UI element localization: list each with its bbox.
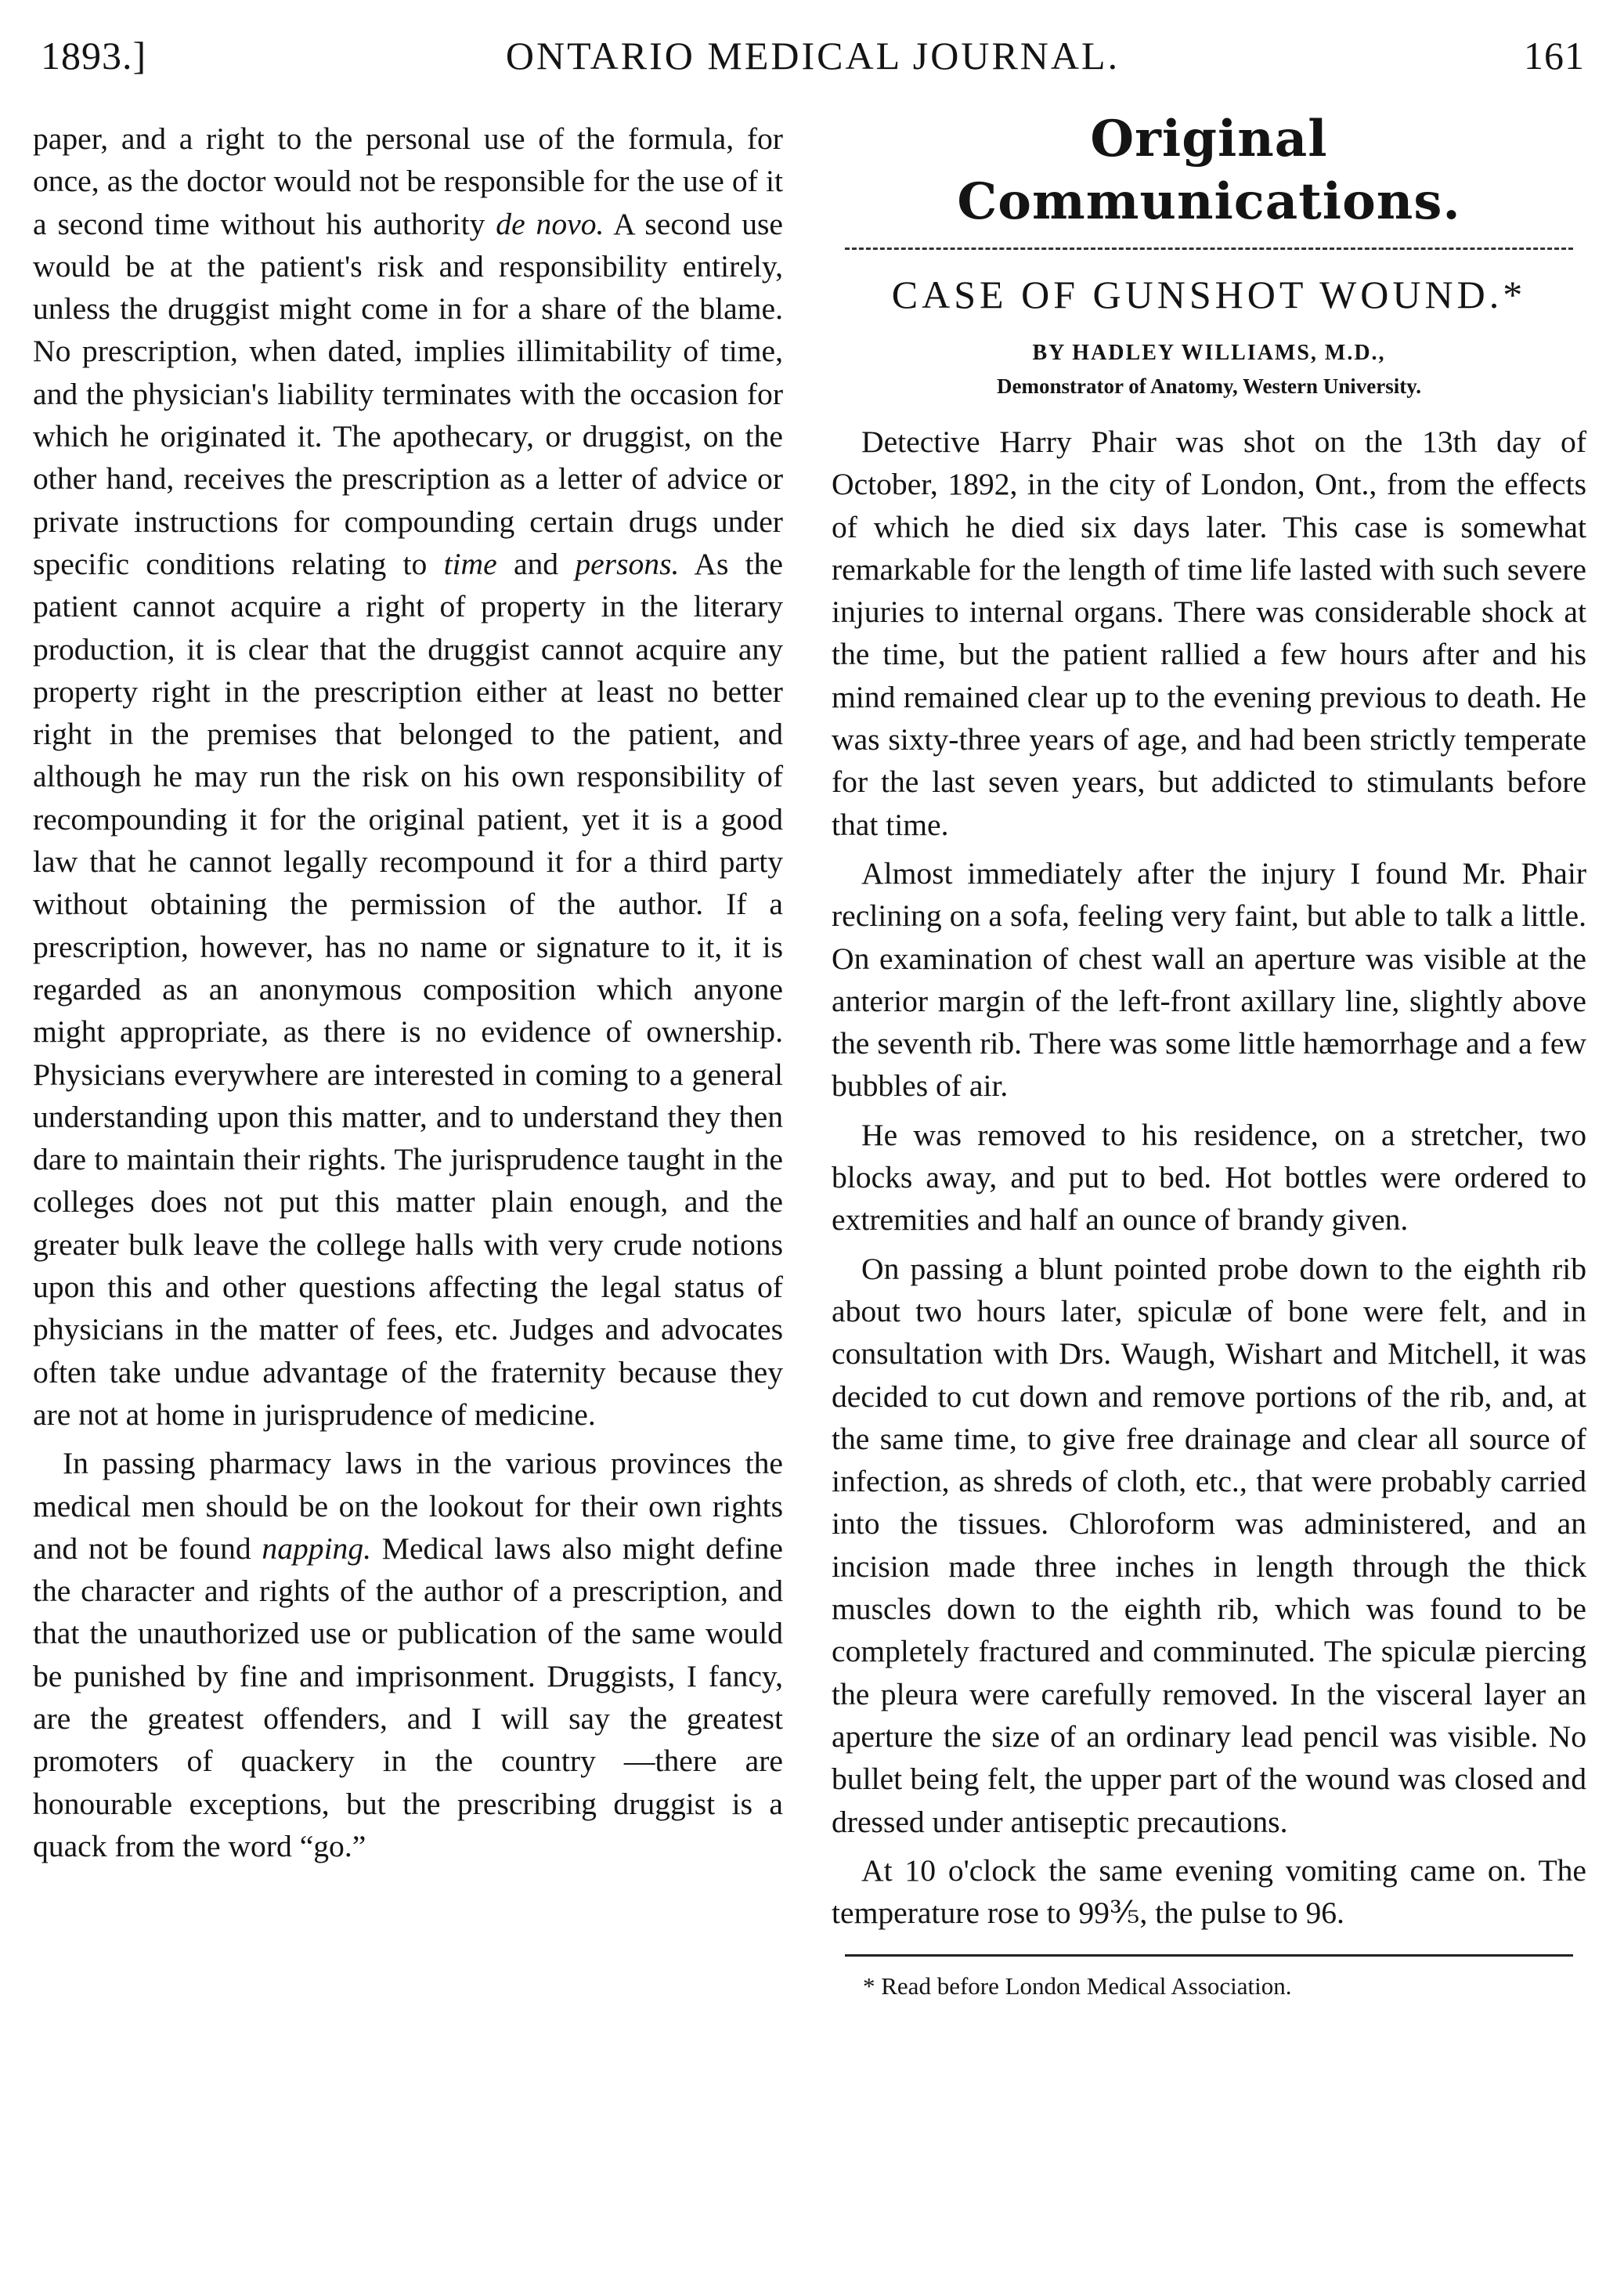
footnote: * Read before London Medical Association. <box>863 1972 1292 2000</box>
article-paragraph: At 10 o'clock the same evening vomiting came on. The temperature rose to 99⅗, the pulse to 96. <box>832 1852 1586 1931</box>
paragraph-pharmacy-laws <box>33 1442 783 1867</box>
article-paragraph: He was removed to his residence, on a stretcher, two blocks away, and put to bed. Hot bottles were ordered to extremities and half an ounce of brandy given. <box>832 1117 1586 1238</box>
italic-term: napping. <box>262 1530 372 1566</box>
text-run: paper, and a right to the personal use of the formula, for once, as the doctor would not be responsible for the use of it a second time without his authority <box>33 121 783 241</box>
article-paragraph: Almost immediately after the injury I found Mr. Phair reclining on a sofa, feeling very faint, but able to talk a little. On examination of chest wall an aperture was visible at the anterior margin of the left-front axillary line, slightly above the seventh rib. There was some little hæmorrhage and a few bubbles of air. <box>832 855 1586 1104</box>
text-run: and <box>496 546 576 581</box>
italic-term: time <box>443 546 497 581</box>
text-run: In passing pharmacy laws in the various provinces the medical men should be on the lookout for their own rights and not be found <box>33 1446 783 1566</box>
footnote-divider <box>845 1954 1573 1957</box>
page-number: 161 <box>1524 34 1585 78</box>
journal-title: ONTARIO MEDICAL JOURNAL. <box>505 34 1121 78</box>
text-run: Medical laws also might define the character and rights of the author of a prescription, and that the unauthorized use or publication of the same would be punished by fine and imprisonment. Druggists, I fancy, are the greatest offenders, and I will say the greatest promoters of quackery in the country —there are honourable exceptions, but the prescribing druggist is a quack from the word “go.” <box>33 1530 783 1863</box>
italic-term: persons. <box>575 546 680 581</box>
text-run: As the patient cannot acquire a right of property in the literary production, it is clear that the druggist cannot acquire any property right in the prescription either at least no better right in the premises that belonged to the patient, and although he may run the risk on his own responsibility of recompounding it for the original patient, yet it is a good law that he cannot legally recompound it for a third party without obtaining the permission of the author. If a prescription, however, has no name or signature to it, it is regarded as an anonymous composition which anyone might appropriate, as there is no evidence of ownership. Physicians everywhere are interested in coming to a general understanding upon this matter, and to understand they then dare to maintain their rights. The jurisprudence taught in the colleges does not put this matter plain enough, and the greater bulk leave the college halls with very crude notions upon this and other questions affecting the legal status of physicians in the matter of fees, etc. Judges and advocates often take undue advantage of the fraternity because they are not at home in jurisprudence of medicine. <box>33 546 783 1432</box>
header-year: 1893.] <box>41 34 147 78</box>
article-paragraph: Detective Harry Phair was shot on the 13th day of October, 1892, in the city of London, Ont., from the effects of which he died six days later. This case is somewhat remarkable for the length of time life lasted with such severe injuries to internal organs. There was considerable shock at the time, but the patient rallied a few hours after and his mind remained clear up to the evening previous to death. He was sixty-three years of age, and had been strictly temperate for the last seven years, but addicted to stimulants before that time. <box>832 425 1586 842</box>
section-divider <box>845 248 1573 250</box>
paragraph-prescription-rights <box>33 117 783 1436</box>
section-title: Original Communications. <box>957 110 1461 231</box>
italic-term: de novo. <box>496 206 604 241</box>
author-affiliation: Demonstrator of Anatomy, Western University. <box>997 374 1421 398</box>
article-title: CASE OF GUNSHOT WOUND.* <box>891 273 1527 316</box>
page-header <box>31 33 1594 88</box>
text-run: A second use would be at the patient's risk and responsibility entirely, unless the druggist might come in for a share of the blame. No prescription, when dated, implies illimitability of time, and the physician's liability terminates with the occasion for which he originated it. The apothecary, or druggist, on the other hand, receives the prescription as a letter of advice or private instructions for compounding certain drugs under specific conditions relating to <box>33 206 783 581</box>
author-byline: BY HADLEY WILLIAMS, M.D., <box>1032 341 1386 365</box>
article-paragraph: On passing a blunt pointed probe down to the eighth rib about two hours later, spiculæ of bone were felt, and in consultation with Drs. Waugh, Wishart and Mitchell, it was decided to cut down and remove portions of the rib, and, at the same time, to give free drainage and clear all source of infection, as shreds of cloth, etc., that were probably carried into the tissues. Chloroform was administered, and an incision made three inches in length through the thick muscles down to the eighth rib, which was found to be completely fractured and comminuted. The spiculæ piercing the pleura were carefully removed. In the visceral layer an aperture the size of an ordinary lead pencil was visible. No bullet being felt, the upper part of the wound was closed and dressed under antiseptic precautions. <box>832 1251 1586 1839</box>
right-column <box>832 108 1586 2004</box>
left-column <box>33 117 783 1867</box>
